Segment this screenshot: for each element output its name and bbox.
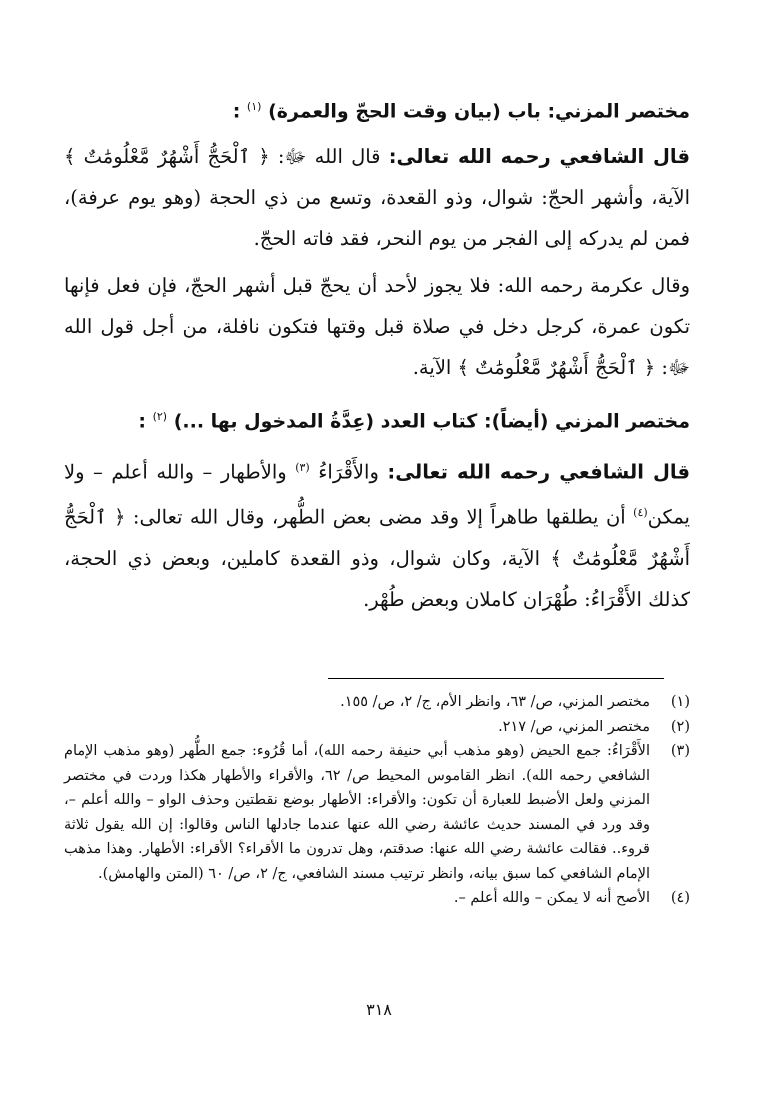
paragraph-ikrima: وقال عكرمة رحمه الله: فلا يجوز لأحد أن يحجّ قبل أشهر الحجّ، فإن فعل فإنها تكون عمرة، كرجل دخل في صلاة قبل وقتها فتكون نافلة، من أجل قول الله ﷻ: ﴿ ٱلْحَجُّ أَشْهُرٌ مَّعْلُومَٰتٌ ﴾ الآية.	[64, 274, 690, 380]
paragraph-lead: قال الشافعي رحمه الله تعالى:	[388, 145, 691, 169]
footnote-item	[64, 715, 690, 740]
paragraph-text: أن يطلقها طاهراً إلا وقد مضى بعض الطُّهر، وقال الله تعالى: ﴿ ٱلْحَجُّ أَشْهُرٌ مَّعْلُومَٰتٌ ﴾ الآية، وكان شوال، وذو القعدة كاملين، وبعض ذي الحجة، كذلك الأَقْرَاءُ: طُهْرَان كاملان وبعض طُهْر.	[64, 505, 690, 611]
paragraph-lead: قال الشافعي رحمه الله تعالى:	[387, 460, 691, 484]
footnotes	[64, 690, 690, 911]
paragraph-text: والأطهار – والله أعلم – ولا يمكن	[64, 460, 690, 529]
footnote-item	[64, 690, 690, 715]
footnote-text: الأصح أنه لا يمكن – والله أعلم –.	[453, 890, 650, 906]
heading-text: مختصر المزني (أيضاً): كتاب العدد (عِدَّةُ المدخول بها ...)	[173, 410, 690, 433]
page-number: ٣١٨	[366, 1000, 392, 1019]
footnote-divider	[328, 678, 664, 679]
paragraph-shafii-aqra	[64, 447, 690, 620]
paragraph-shafii-hajj	[64, 136, 690, 259]
footnote-number: (٣)	[670, 743, 690, 759]
footnote-item	[64, 739, 690, 886]
footnote-ref[interactable]: (١)	[246, 100, 262, 113]
heading-colon: :	[138, 410, 146, 433]
footnote-number: (٤)	[670, 890, 690, 906]
footnote-ref[interactable]: (٤)	[633, 506, 648, 520]
paragraph-text: والأَقْرَاءُ	[318, 460, 379, 484]
heading-text: مختصر المزني: باب (بيان وقت الحجّ والعمرة)	[268, 100, 690, 123]
footnote-number: (٢)	[670, 718, 690, 735]
paragraph-text: قال الله ﷻ: ﴿ ٱلْحَجُّ أَشْهُرٌ مَّعْلُومَٰتٌ ﴾ الآية، وأشهر الحجّ: شوال، وذو القعدة، وتسع من ذي الحجة (وهو يوم عرفة)، فمن لم يدركه إلى الفجر من يوم النحر، فقد فاته الحجّ.	[64, 145, 690, 251]
footnote-text: الأَقْرَاءُ: جمع الحيض (وهو مذهب أبي حنيفة رحمه الله)، أما قُرُوء: جمع الطُّهر (وهو مذهب الإمام الشافعي رحمه الله). انظر القاموس المحيط ص/ ٦٢، والأقراء والأطهار هكذا وردت في مختصر المزني ولعل الأضبط للعبارة أن تكون: والأقراء: الأطهار بوضع نقطتين وحذف الواو – والله أعلم –، وقد ورد في المسند حديث عائشة رضي الله عنها عندما جادلها الناس وقالوا: إن الله يقول ثلاثة قروء.. فقالت عائشة رضي الله عنها: صدقتم، وهل تدرون ما الأقراء؟ الأقراء: الأطهار. وهذا مذهب الإمام الشافعي كما سبق بيانه، وانظر ترتيب مسند الشافعي، ج/ ٢، ص/ ٦٠ (المتن والهامش).	[64, 743, 650, 882]
heading-colon: :	[232, 100, 241, 123]
section-heading-hajj	[64, 92, 690, 126]
footnote-text: مختصر المزني، ص/ ٦٣، وانظر الأم، ج/ ٢، ص/ ١٥٥.	[340, 694, 650, 710]
section-heading-idda	[64, 402, 690, 436]
footnote-ref[interactable]: (٣)	[295, 460, 310, 474]
footnote-item	[64, 886, 690, 911]
footnote-text: مختصر المزني، ص/ ٢١٧.	[498, 718, 650, 735]
footnote-ref[interactable]: (٢)	[152, 410, 168, 424]
footnote-number: (١)	[670, 694, 690, 710]
